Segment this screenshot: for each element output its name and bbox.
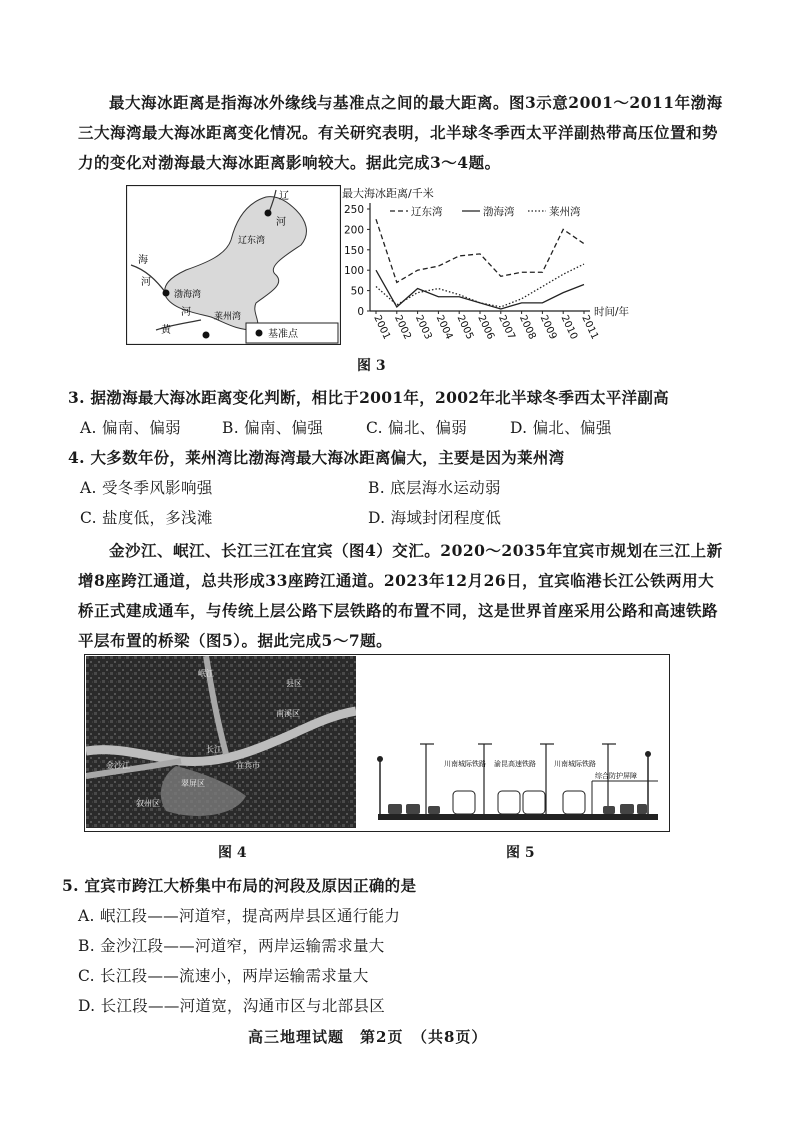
q3-stem: 3. 据渤海最大海冰距离变化判断，相比于2001年，2002年北半球冬季西太平洋副高: [68, 388, 669, 407]
fig5-label-rail3: 川南城际铁路: [554, 760, 596, 768]
car-3-icon: [428, 806, 440, 814]
car-6-icon: [637, 804, 647, 814]
page-footer: 高三地理试题 第2页 （共8页）: [248, 1028, 488, 1046]
lamp-left-icon: [377, 756, 383, 762]
chart-ytick-label: 0: [357, 306, 364, 318]
yibin-satellite-map: [86, 656, 356, 828]
chart-legend-label-1: 辽东湾: [411, 206, 443, 218]
fig5-label-barrier: 综合防护屏障: [595, 772, 637, 780]
q4-option-b[interactable]: B. 底层海水运动弱: [368, 479, 501, 497]
chart-legend-label-2: 渤海湾: [483, 206, 515, 218]
fig5-label-rail2: 渝昆高速铁路: [494, 760, 536, 768]
chart-xtick-label: 2008: [516, 313, 538, 342]
chart-ytick-label: 100: [343, 265, 364, 278]
chart-legend-label-3: 莱州湾: [549, 206, 581, 218]
chart-xtick-label: 2011: [579, 313, 601, 342]
train-2-icon: [498, 791, 520, 814]
fig4-label-yibin: 宜宾市: [236, 761, 260, 770]
chart-ytick-label: 50: [350, 285, 364, 298]
q5-option-a[interactable]: A. 岷江段——河道窄，提高两岸县区通行能力: [78, 907, 401, 925]
q5-option-c[interactable]: C. 长江段——流速小，两岸运输需求量大: [78, 967, 369, 985]
figure5-caption: 图 5: [506, 845, 535, 861]
legend-point-icon: [256, 330, 263, 337]
figure3-caption: 图 3: [357, 358, 386, 374]
fig5-label-rail1: 川南城际铁路: [444, 760, 486, 768]
chart-series-line-3: [376, 264, 584, 307]
chart-xtick-label: 2002: [392, 313, 413, 342]
chart-xtick-label: 2004: [433, 313, 455, 342]
chart-xtick-label: 2007: [496, 313, 517, 342]
fig4-label-jinsha: 金沙江: [106, 761, 130, 770]
fig4-label-min: 岷江: [198, 669, 214, 678]
fig4-label-county: 县区: [286, 679, 302, 688]
chart-ylabel: 最大海冰距离/千米: [342, 187, 434, 200]
fig4-label-xuzhou: 叙州区: [136, 799, 160, 808]
map-label-yellow2: 河: [181, 307, 191, 318]
chart-series-line-1: [376, 219, 584, 282]
base-point-liaodong: [265, 210, 272, 217]
chart-ytick-label: 150: [343, 244, 364, 257]
car-4-icon: [603, 806, 615, 814]
q4-option-a[interactable]: A. 受冬季风影响强: [80, 479, 213, 497]
fig4-label-nanxi: 南溪区: [276, 709, 300, 718]
map-label-liao2: 河: [276, 217, 286, 228]
fig4-label-changjiang: 长江: [206, 745, 222, 754]
car-2-icon: [406, 804, 420, 814]
map-label-liao1: 辽: [279, 191, 289, 202]
train-1-icon: [453, 791, 475, 814]
car-5-icon: [620, 804, 634, 814]
chart-series-line-2: [376, 270, 584, 309]
bridge-deck: [378, 814, 658, 820]
map-label-liaodong-bay: 辽东湾: [238, 236, 266, 246]
q5-stem: 5. 宜宾市跨江大桥集中布局的河段及原因正确的是: [62, 876, 417, 895]
base-point-bohai: [163, 290, 170, 297]
q3-option-a[interactable]: A. 偏南、偏弱: [80, 419, 181, 437]
bridge-cross-section: [358, 656, 666, 828]
map-label-laizhou-bay: 莱州湾: [214, 312, 242, 322]
q4-option-c[interactable]: C. 盐度低，多浅滩: [80, 509, 213, 527]
map-legend-label: 基准点: [268, 329, 298, 340]
chart-xtick-label: 2009: [537, 313, 559, 342]
lamp-right-icon: [645, 751, 651, 757]
chart-xtick-label: 2010: [558, 313, 580, 342]
q3-option-d[interactable]: D. 偏北、偏强: [510, 419, 612, 437]
chart-xtick-label: 2005: [454, 313, 476, 342]
q3-option-c[interactable]: C. 偏北、偏弱: [366, 419, 468, 437]
map-label-bohai-bay: 渤海湾: [174, 290, 202, 300]
bohai-map: [126, 185, 341, 345]
chart-xtick-label: 2001: [371, 313, 393, 342]
q5-option-b[interactable]: B. 金沙江段——河道窄，两岸运输需求量大: [78, 937, 385, 955]
q4-option-d[interactable]: D. 海域封闭程度低: [368, 509, 502, 527]
map-label-he: 河: [141, 277, 151, 288]
chart-ytick-label: 200: [343, 224, 364, 237]
car-1-icon: [388, 804, 402, 814]
second-paragraph: 金沙江、岷江、长江三江在宜宾（图4）交汇。2020～2035年宜宾市规划在三江上新增8座跨江通道，总共形成33座跨江通道。2023年12月26日，宜宾临港长江公铁两用大桥正式建成通车，与传统上层公路下层铁路的布置不同，这是世界首座采用公路和高速铁路平层布置的桥梁（图5）。据此完成5～7题。: [78, 541, 723, 650]
intro-paragraph: 最大海冰距离是指海冰外缘线与基准点之间的最大距离。图3示意2001～2011年渤海三大海湾最大海冰距离变化情况。有关研究表明，北半球冬季西太平洋副热带高压位置和势力的变化对渤海最大海冰距离影响较大。据此完成3～4题。: [78, 93, 723, 172]
q4-stem: 4. 大多数年份，莱州湾比渤海湾最大海冰距离偏大，主要是因为莱州湾: [68, 448, 565, 467]
chart-ytick-label: 250: [343, 204, 364, 216]
map-label-yellow1: 黄: [161, 325, 171, 336]
base-point-laizhou: [203, 332, 210, 339]
train-4-icon: [563, 791, 585, 814]
chart-xtick-label: 2003: [412, 313, 434, 342]
chart-xtick-label: 2006: [475, 313, 497, 342]
ice-distance-chart: [342, 185, 642, 350]
train-3-icon: [523, 791, 545, 814]
fig4-label-cuiping: 翠屏区: [181, 779, 205, 788]
q3-option-b[interactable]: B. 偏南、偏强: [222, 419, 324, 437]
map-label-hai: 海: [138, 255, 148, 266]
chart-xlabel: 时间/年: [594, 306, 630, 318]
q5-option-d[interactable]: D. 长江段——河道宽，沟通市区与北部县区: [78, 997, 386, 1015]
figure4-caption: 图 4: [218, 845, 247, 861]
